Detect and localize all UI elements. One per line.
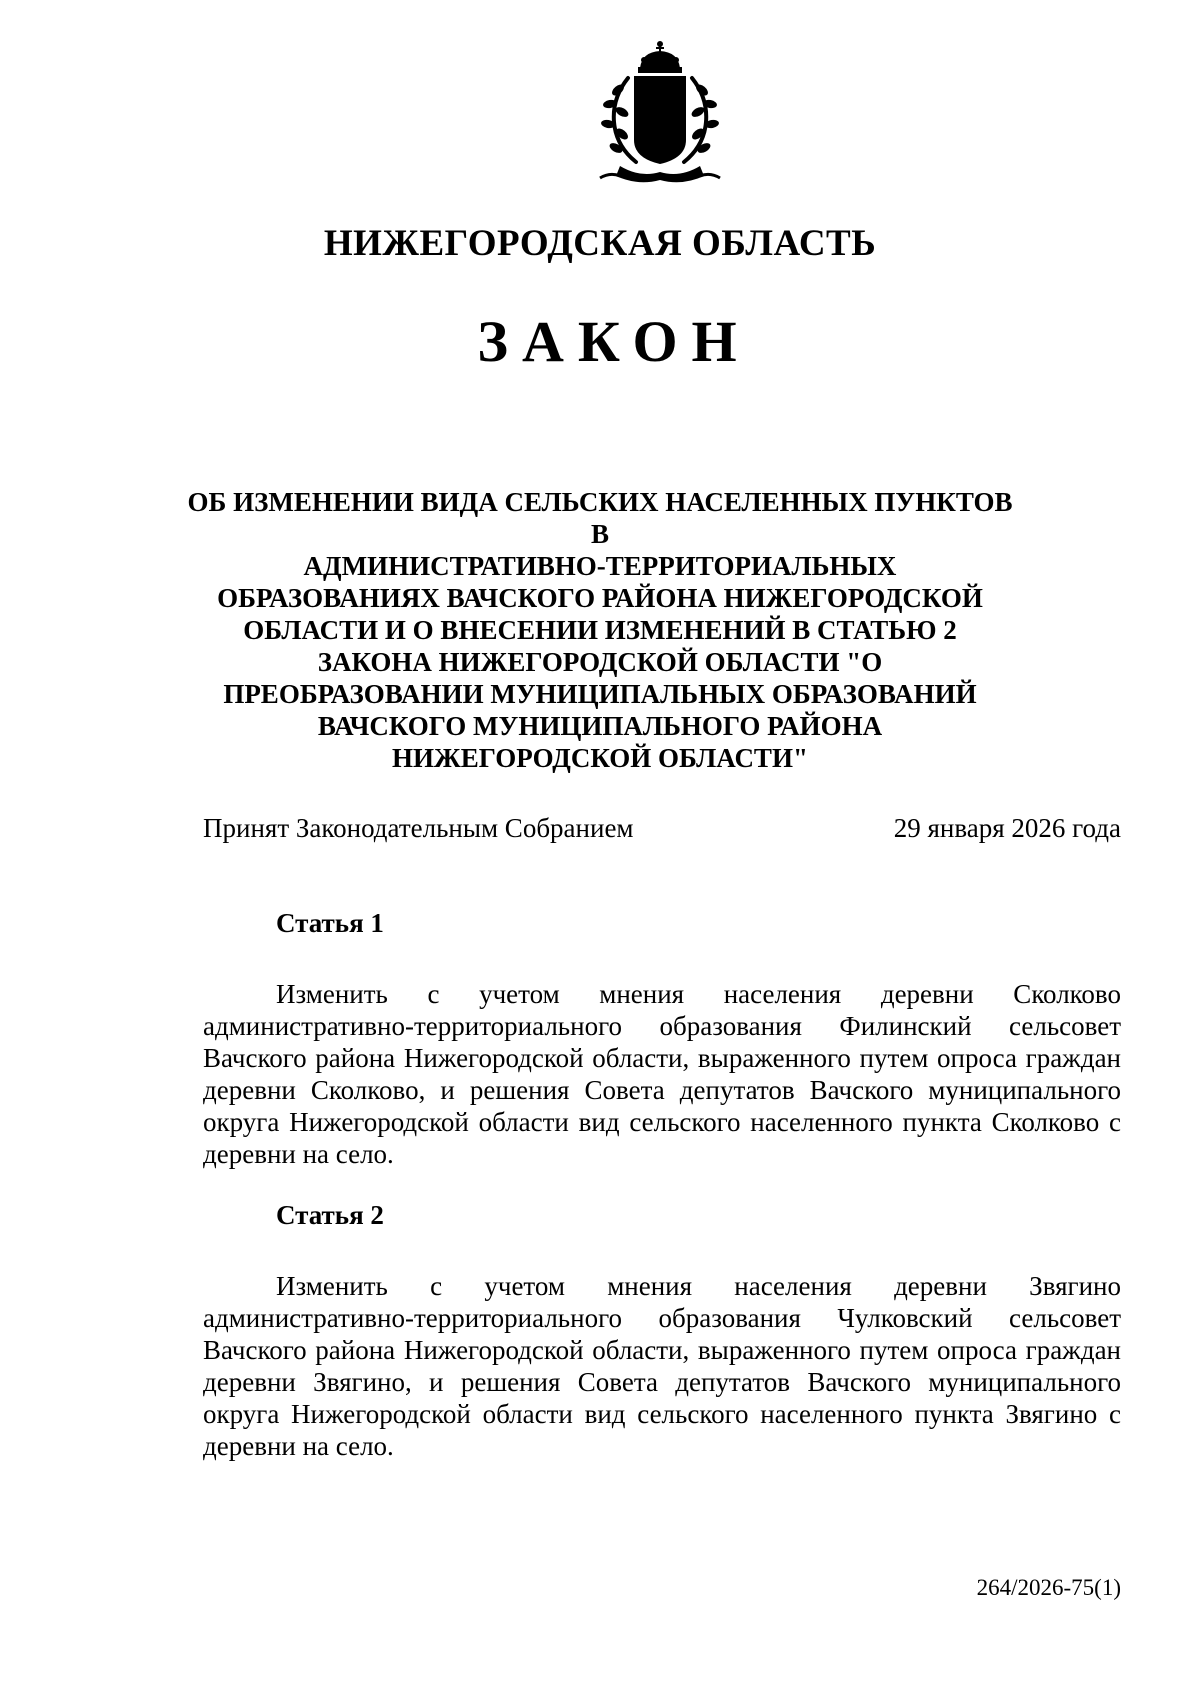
- adoption-label: Принят Законодательным Собранием: [203, 813, 634, 843]
- article-2-text: Изменить с учетом мнения населения деревни Звягино административно-территориального образования Чулковский сельсовет Вачского района Нижегородской области, выраженного путем опроса граждан деревни Звягино, и решения Совета депутатов Вачского муниципального округа Нижегородской области вид сельского населенного пункта Звягино с деревни на село.: [203, 1271, 1121, 1461]
- law-title: [180, 486, 1020, 774]
- law-title-line: АДМИНИСТРАТИВНО-ТЕРРИТОРИАЛЬНЫХ: [303, 551, 897, 581]
- article-2-heading: Статья 2: [276, 1200, 384, 1230]
- law-title-line: ОБРАЗОВАНИЯХ ВАЧСКОГО РАЙОНА НИЖЕГОРОДСКОЙ: [217, 583, 983, 613]
- document-number: 264/2026-75(1): [976, 1575, 1121, 1600]
- law-title-line: НИЖЕГОРОДСКОЙ ОБЛАСТИ": [392, 743, 808, 773]
- region-title: НИЖЕГОРОДСКАЯ ОБЛАСТЬ: [323, 223, 877, 264]
- law-title-line: ВАЧСКОГО МУНИЦИПАЛЬНОГО РАЙОНА: [317, 711, 883, 741]
- law-title-line: ЗАКОНА НИЖЕГОРОДСКОЙ ОБЛАСТИ "О: [317, 647, 883, 677]
- nizhny-novgorod-coat-of-arms-icon: [590, 38, 730, 188]
- article-1-text: Изменить с учетом мнения населения деревни Сколково административно-территориального образования Филинский сельсовет Вачского района Нижегородской области, выраженного путем опроса граждан деревни Сколково, и решения Совета депутатов Вачского муниципального округа Нижегородской области вид сельского населенного пункта Сколково с деревни на село.: [203, 979, 1121, 1169]
- article-1-heading: Статья 1: [276, 908, 384, 938]
- law-title-line: ОБЛАСТИ И О ВНЕСЕНИИ ИЗМЕНЕНИЙ В СТАТЬЮ 2: [243, 615, 957, 645]
- document-type: ЗАКОН: [477, 309, 751, 374]
- law-title-line: ПРЕОБРАЗОВАНИИ МУНИЦИПАЛЬНЫХ ОБРАЗОВАНИЙ: [223, 679, 977, 709]
- adoption-date: 29 января 2026 года: [893, 813, 1121, 843]
- law-title-line: ОБ ИЗМЕНЕНИИ ВИДА СЕЛЬСКИХ НАСЕЛЕННЫХ ПУНКТОВ В: [187, 487, 1013, 549]
